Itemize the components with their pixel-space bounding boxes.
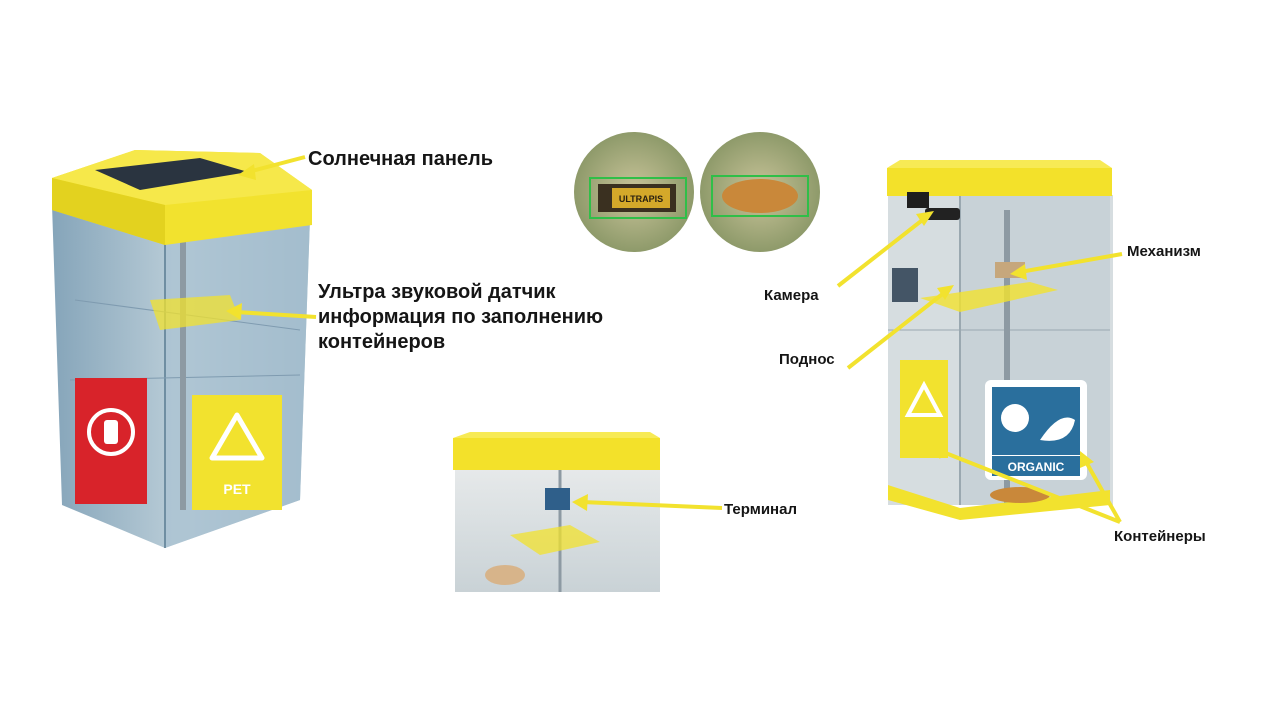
detection-circle-food — [700, 132, 820, 252]
left-bin — [52, 150, 312, 548]
camera-device — [907, 192, 929, 208]
pet-sign-label: PET — [223, 481, 251, 497]
label-ultrasonic-sensor — [318, 280, 603, 355]
label-ultrasonic-line1: Ультра звуковой датчик — [318, 281, 556, 303]
label-terminal: Терминал — [724, 501, 797, 518]
label-ultrasonic-line2: информация по заполнению — [318, 306, 604, 328]
battery-label: ULTRAPIS — [618, 194, 664, 204]
label-mechanism: Механизм — [1127, 243, 1201, 260]
detection-circle-battery — [574, 132, 694, 252]
terminal-bin-lid — [453, 438, 660, 470]
terminal-device — [545, 488, 570, 510]
terminal-bin — [453, 432, 660, 592]
label-camera: Камера — [764, 287, 819, 304]
label-ultrasonic-line3: контейнеров — [318, 331, 446, 353]
label-solar-panel: Солнечная панель — [308, 148, 494, 170]
right-bin-lid — [887, 168, 1112, 196]
right-yellow-sign — [900, 360, 948, 458]
label-tray: Поднос — [779, 351, 835, 368]
organic-sign-label: ORGANIC — [1007, 460, 1065, 474]
label-containers: Контейнеры — [1114, 528, 1206, 545]
